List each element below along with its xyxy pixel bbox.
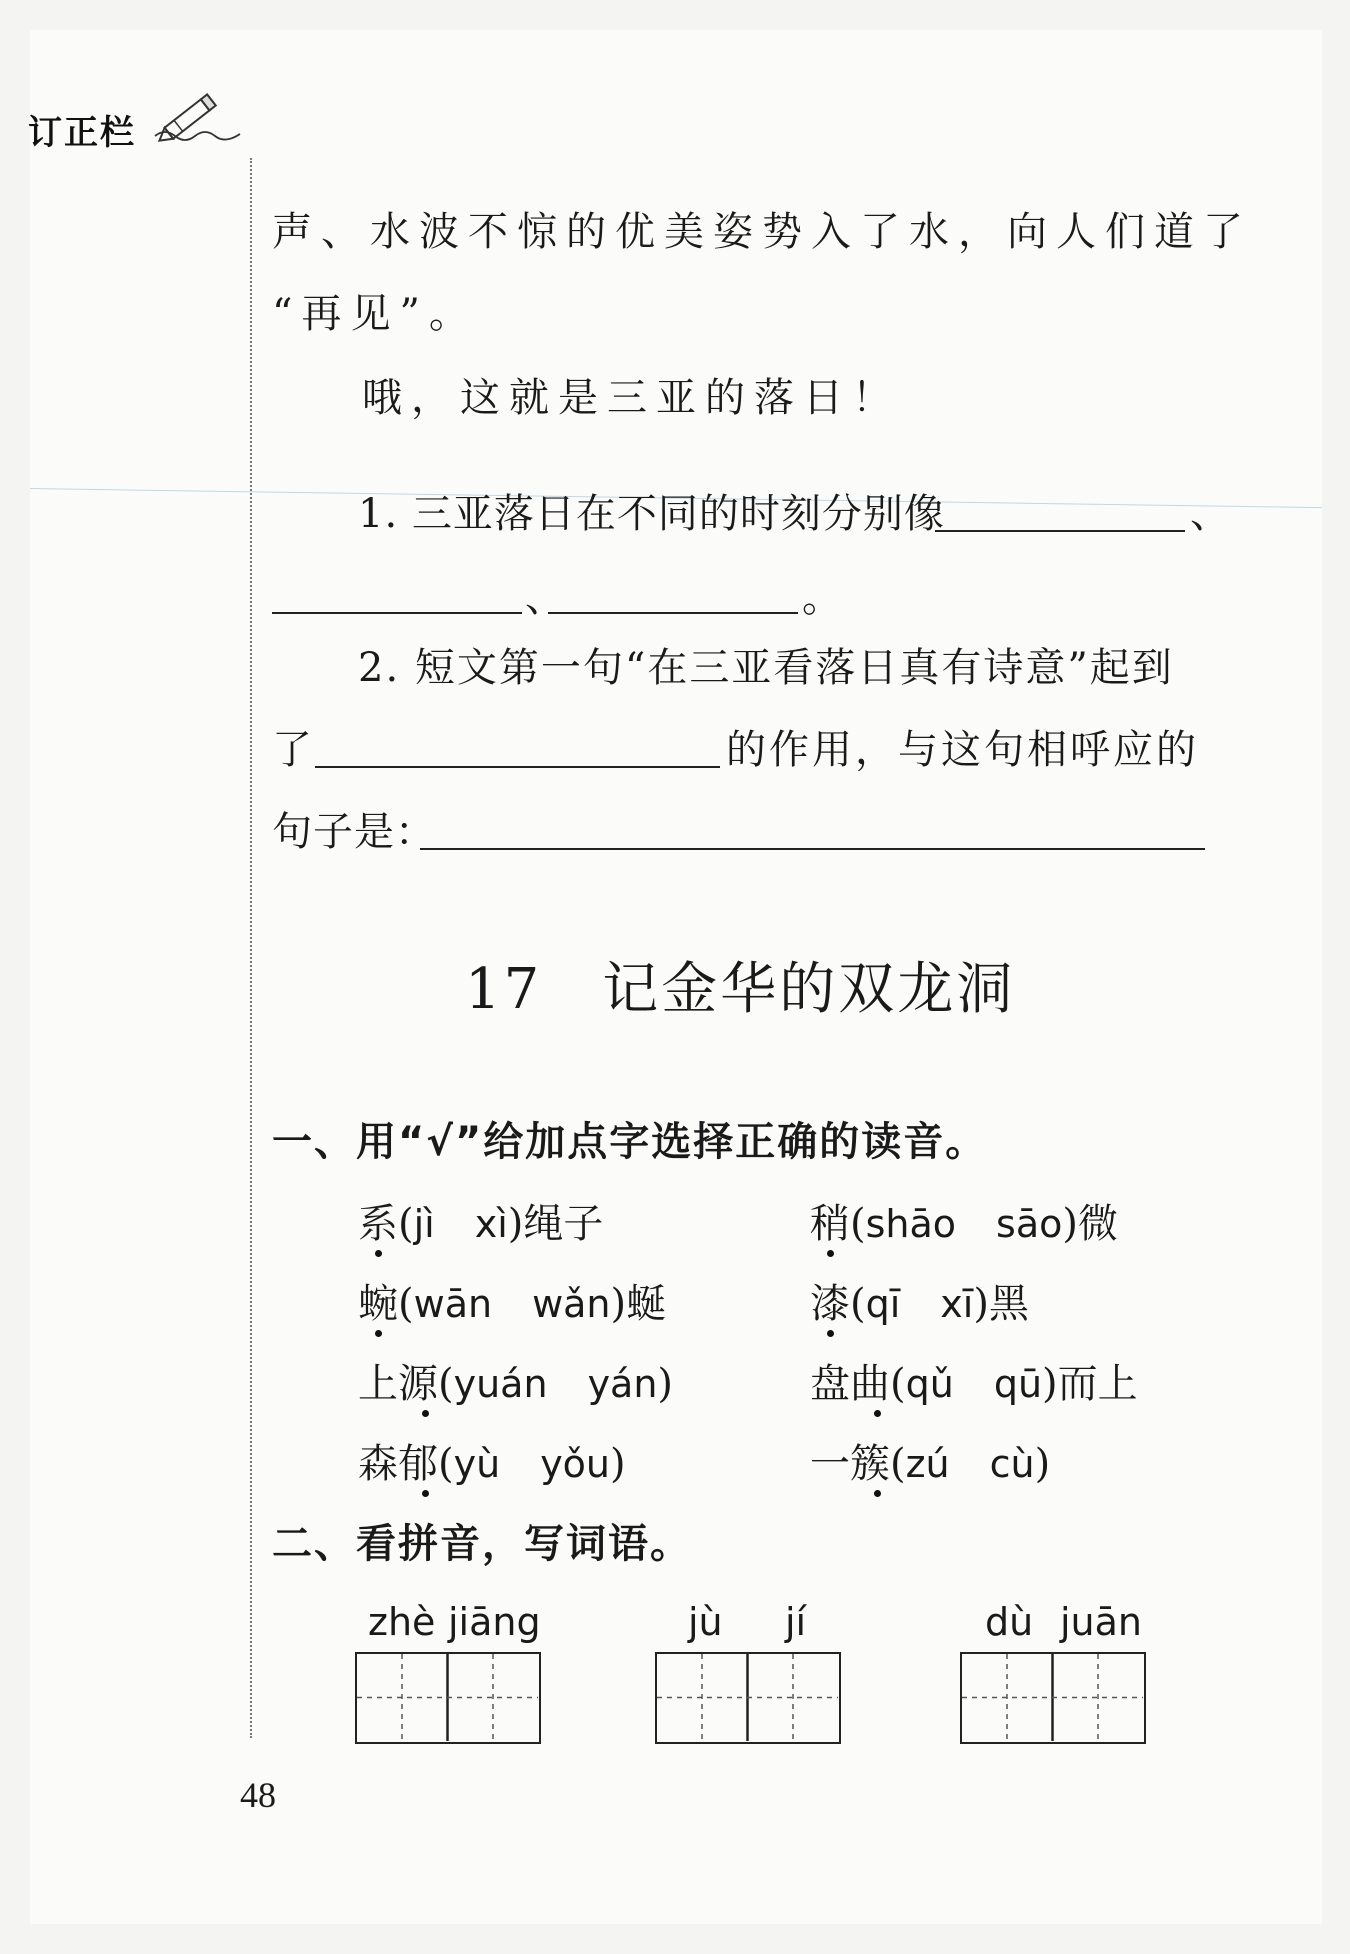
page-number: 48 xyxy=(240,1775,276,1815)
correction-column-label: 订正栏 xyxy=(28,113,136,153)
pinyin-option-b[interactable]: yǒu xyxy=(540,1442,611,1486)
tian-grid-lines xyxy=(657,1654,838,1741)
question-2-middle: 的作用，与这句相呼应的 xyxy=(726,727,1199,773)
pinyin-option-a[interactable]: qī xyxy=(865,1282,901,1326)
question-1-sep-1: 、 xyxy=(1190,491,1231,537)
emphasis-dot xyxy=(422,1410,429,1417)
pinyin-option-a[interactable]: shāo xyxy=(865,1202,957,1246)
passage-line-3: 哦，这就是三亚的落日！ xyxy=(362,375,901,421)
writing-grid[interactable] xyxy=(655,1652,841,1744)
passage-line-2: “再见”。 xyxy=(272,291,478,337)
writing-grid[interactable] xyxy=(355,1652,541,1744)
question-1-end: 。 xyxy=(802,575,843,621)
question-2-prefix: 了 xyxy=(272,727,313,773)
tian-grid-lines xyxy=(357,1654,538,1741)
section-1-heading: 一、用“√”给加点字选择正确的读音。 xyxy=(272,1119,988,1165)
passage-line-1: 声、水波不惊的优美姿势入了水，向人们道了 xyxy=(272,209,1252,255)
tian-grid-lines xyxy=(962,1654,1143,1741)
pencil-icon xyxy=(150,88,245,143)
emphasis-dot xyxy=(827,1330,834,1337)
pinyin-option-b[interactable]: xì xyxy=(474,1202,508,1246)
question-2-line-3: 句子是： xyxy=(272,809,436,855)
pinyin-syllable: dù xyxy=(985,1600,1034,1644)
pinyin-choice-item: 上源(yuán yán) xyxy=(358,1361,674,1407)
pinyin-option-a[interactable]: yù xyxy=(453,1442,501,1486)
emphasis-dot xyxy=(874,1410,881,1417)
lesson-title-text: 记金华的双龙洞 xyxy=(602,957,1016,1022)
pinyin-choice-item: 漆(qī xī)黑 xyxy=(810,1281,1029,1327)
pinyin-choice-item: 稍(shāo sāo)微 xyxy=(810,1201,1118,1247)
pinyin-syllable: jiāng xyxy=(448,1600,541,1644)
answer-blank-2a[interactable] xyxy=(315,766,720,768)
pinyin-option-b[interactable]: sāo xyxy=(996,1202,1063,1246)
answer-blank-1c[interactable] xyxy=(548,612,798,614)
answer-blank-1b[interactable] xyxy=(272,612,522,614)
answer-blank-2b[interactable] xyxy=(420,848,1205,850)
question-1-sep-2: 、 xyxy=(525,575,566,621)
emphasis-dot xyxy=(422,1490,429,1497)
pinyin-option-a[interactable]: wān xyxy=(413,1282,493,1326)
pinyin-option-a[interactable]: zú xyxy=(905,1442,950,1486)
lesson-title xyxy=(465,945,1015,1025)
pinyin-option-b[interactable]: xī xyxy=(940,1282,974,1326)
emphasis-dot xyxy=(874,1490,881,1497)
pinyin-option-b[interactable]: qū xyxy=(993,1362,1043,1406)
answer-blank-1a[interactable] xyxy=(935,530,1185,532)
pinyin-choice-item: 一簇(zú cù) xyxy=(810,1441,1051,1487)
pinyin-choice-item: 盘曲(qǔ qū)而上 xyxy=(810,1361,1138,1407)
pinyin-choice-item: 蜿(wān wǎn)蜒 xyxy=(358,1281,667,1327)
pinyin-option-b[interactable]: cù xyxy=(989,1442,1035,1486)
emphasis-dot xyxy=(375,1330,382,1337)
question-2-line-1: 2. 短文第一句“在三亚看落日真有诗意”起到 xyxy=(358,645,1174,691)
pinyin-syllable: zhè xyxy=(368,1600,436,1644)
emphasis-dot xyxy=(375,1250,382,1257)
pinyin-option-a[interactable]: qǔ xyxy=(905,1362,954,1406)
pinyin-syllable: juān xyxy=(1060,1600,1143,1644)
pinyin-option-a[interactable]: yuán xyxy=(453,1362,548,1406)
pinyin-choice-item: 森郁(yù yǒu) xyxy=(358,1441,626,1487)
pinyin-option-b[interactable]: yán xyxy=(587,1362,658,1406)
pinyin-choice-item: 系(jì xì)绳子 xyxy=(358,1201,604,1247)
pinyin-syllable: jù xyxy=(688,1600,723,1644)
question-1-text: 1. 三亚落日在不同的时刻分别像 xyxy=(358,491,945,537)
section-2-heading: 二、看拼音，写词语。 xyxy=(272,1521,692,1567)
pinyin-syllable: jí xyxy=(785,1600,807,1644)
pinyin-option-a[interactable]: jì xyxy=(413,1202,435,1246)
writing-grid[interactable] xyxy=(960,1652,1146,1744)
emphasis-dot xyxy=(827,1250,834,1257)
lesson-number: 17 xyxy=(465,957,543,1022)
pinyin-option-b[interactable]: wǎn xyxy=(532,1282,611,1326)
margin-dotted-line xyxy=(250,158,252,1738)
